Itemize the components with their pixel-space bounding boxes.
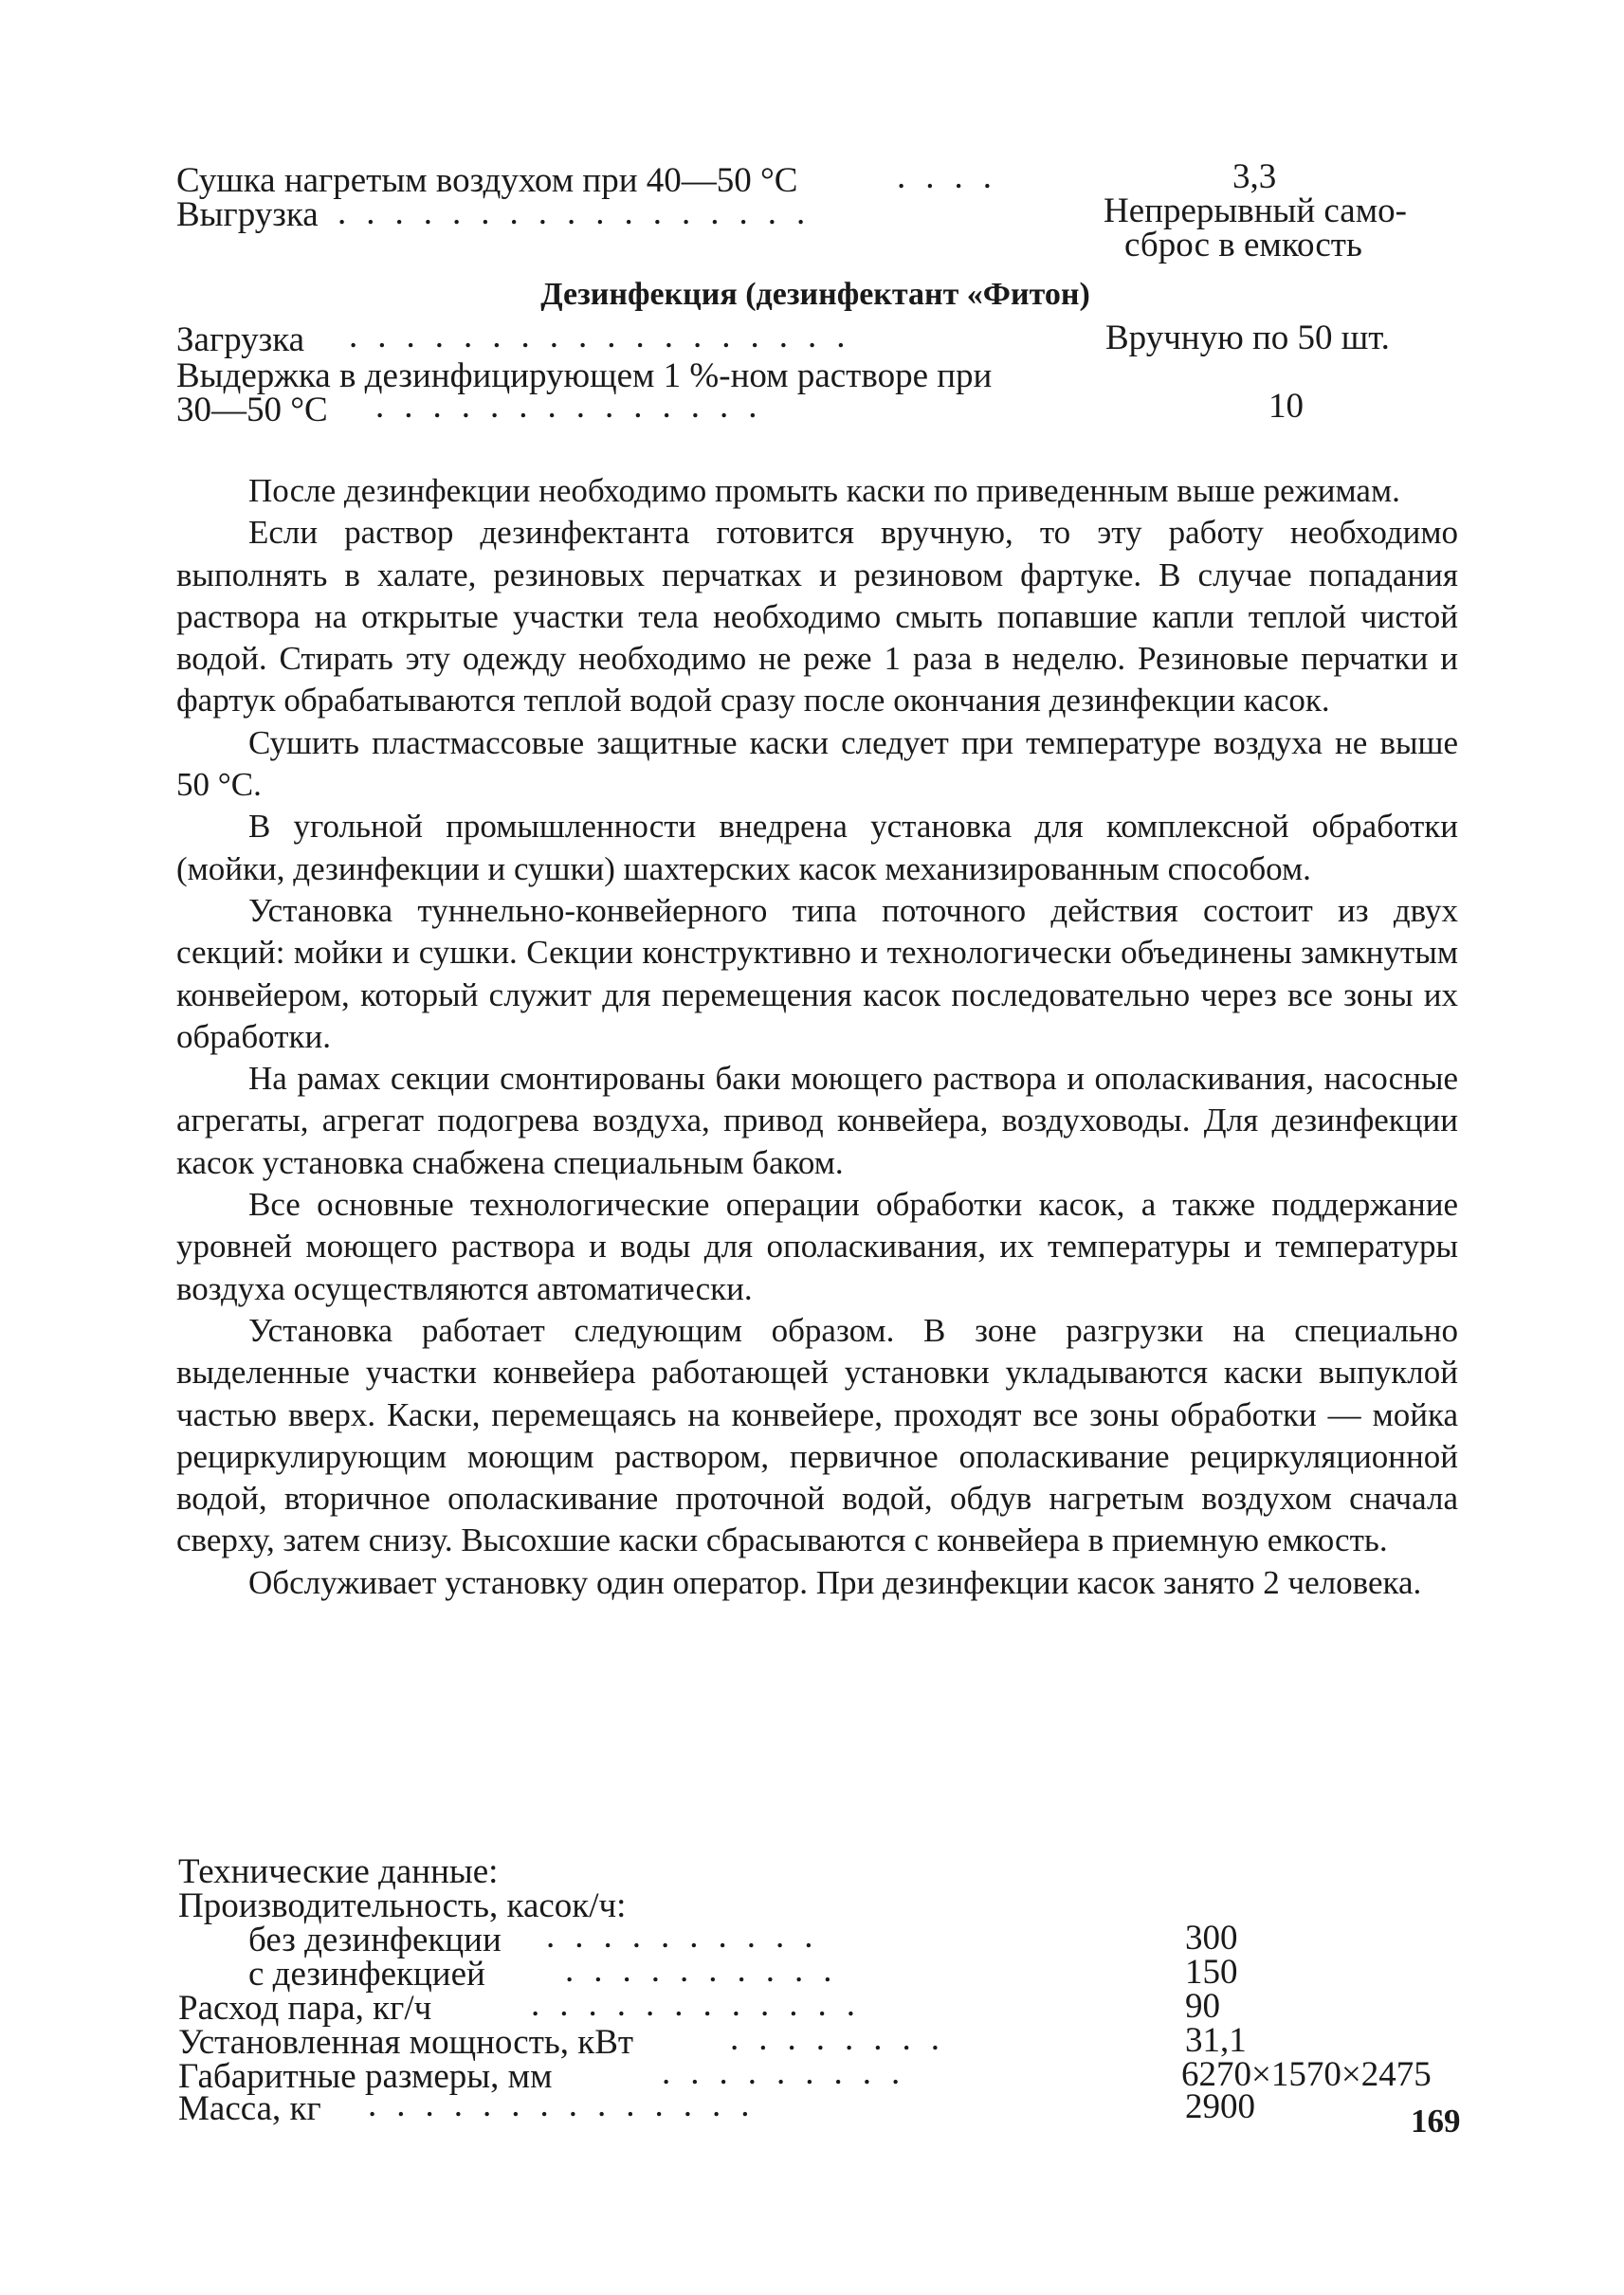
- tech-row-label: с дезинфекцией: [248, 1955, 485, 1994]
- body-text: [176, 470, 1458, 1604]
- tech-title: Технические данные:: [178, 1852, 499, 1891]
- tech-row-leader: ..........: [565, 1951, 852, 1990]
- tech-row-leader: ..........: [546, 1917, 833, 1956]
- tech-row-value: 90: [1185, 1987, 1220, 2026]
- paragraph-3: Сушить пластмассовые защитные каски следует при температуре воздуха не выше 50 °С.: [176, 723, 1458, 804]
- drying-leader: ....: [897, 157, 1012, 196]
- paragraph-8: Установка работает следующим образом. В зоне разгрузки на специально выделенные участки конвейера работающей установки укладываются каски выпуклой частью вверх. Каски, перемещаясь на конвейере, проходят все зоны обработки — мойка рециркулирующим моющим раствором, первичное ополаскивание рециркуляционной водой, вторичное ополаскивание проточной водой, обдув нагретым воздухом сначала сверху, затем снизу. Высохшие каски сбрасываются с конвейера в приемную емкость.: [176, 1311, 1458, 1559]
- tech-row-value: 150: [1185, 1953, 1238, 1992]
- tech-row-leader: .........: [662, 2053, 921, 2092]
- loading-leader: ..................: [349, 317, 866, 355]
- paragraph-6: На рамах секции смонтированы баки моющего раствора и ополаскивания, насосные агрегаты, агрегат подогрева воздуха, привод конвейера, воздуховоды. Для дезинфекции касок установка снабжена специальным баком.: [176, 1060, 1458, 1181]
- tech-row-value: 300: [1185, 1919, 1238, 1958]
- page-number: 169: [1411, 2103, 1461, 2140]
- disinfection-heading: Дезинфекция (дезинфектант «Фитон): [540, 277, 1090, 312]
- tech-row-leader: ............: [531, 1985, 875, 2024]
- unloading-label: Выгрузка: [176, 195, 319, 234]
- soak-label-line2: 30—50 °С: [176, 391, 328, 429]
- tech-row-leader: ........: [730, 2019, 959, 2058]
- tech-row-label: Установленная мощность, кВт: [178, 2023, 634, 2062]
- soak-leader: ..............: [375, 387, 777, 426]
- paragraph-7: Все основные технологические операции обработки касок, а также поддержание уровней моющего раствора и воды для ополаскивания, их температуры и температуры воздуха осуществляются автоматически.: [176, 1186, 1458, 1307]
- soak-value: 10: [1268, 387, 1304, 426]
- tech-row-value: 2900: [1185, 2087, 1255, 2126]
- tech-row-value: 6270×1570×2475: [1181, 2055, 1432, 2094]
- tech-row-label: Габаритные размеры, мм: [178, 2057, 553, 2096]
- tech-row-leader: ..............: [368, 2086, 770, 2124]
- unloading-value-line1: Непрерывный само-: [1104, 191, 1407, 230]
- tech-row-label: без дезинфекции: [248, 1921, 502, 1959]
- loading-label: Загрузка: [176, 320, 305, 359]
- drying-value: 3,3: [1232, 157, 1277, 196]
- unloading-value-line2: сброс в емкость: [1124, 226, 1362, 264]
- loading-value: Вручную по 50 шт.: [1105, 319, 1390, 357]
- paragraph-2: Если раствор дезинфектанта готовится вручную, то эту работу необходимо выполнять в халате, резиновых перчатках и резиновом фартуке. В случае попадания раствора на открытые участки тела необходимо смыть попавшие капли теплой чистой водой. Стирать эту одежду необходимо не реже 1 раза в неделю. Резиновые перчатки и фартук обрабатываются теплой водой сразу после окончания дезинфекции касок.: [176, 514, 1458, 719]
- soak-label-line1: Выдержка в дезинфицирующем 1 %-ном растворе при: [176, 356, 993, 395]
- paragraph-4: В угольной промышленности внедрена установка для комплексной обработки (мойки, дезинфекции и сушки) шахтерских касок механизированным способом.: [176, 808, 1458, 887]
- drying-label: Сушка нагретым воздухом при 40—50 °С: [176, 161, 798, 200]
- paragraph-5: Установка туннельно-конвейерного типа поточного действия состоит из двух секций: мойки и сушки. Секции конструктивно и технологически объединены замкнутым конвейером, который служит для перемещения касок последовательно через все зоны их обработки.: [176, 891, 1458, 1055]
- tech-row-value: 31,1: [1185, 2021, 1247, 2060]
- paragraph-1: После дезинфекции необходимо промыть каски по приведенным выше режимам.: [248, 472, 1400, 509]
- tech-row-label: Масса, кг: [178, 2089, 321, 2128]
- unloading-leader: .................: [338, 193, 826, 232]
- paragraph-9: Обслуживает установку один оператор. При дезинфекции касок занято 2 человека.: [248, 1563, 1422, 1601]
- tech-row-label: Расход пара, кг/ч: [178, 1989, 432, 2028]
- tech-productivity: Производительность, касок/ч:: [178, 1886, 627, 1925]
